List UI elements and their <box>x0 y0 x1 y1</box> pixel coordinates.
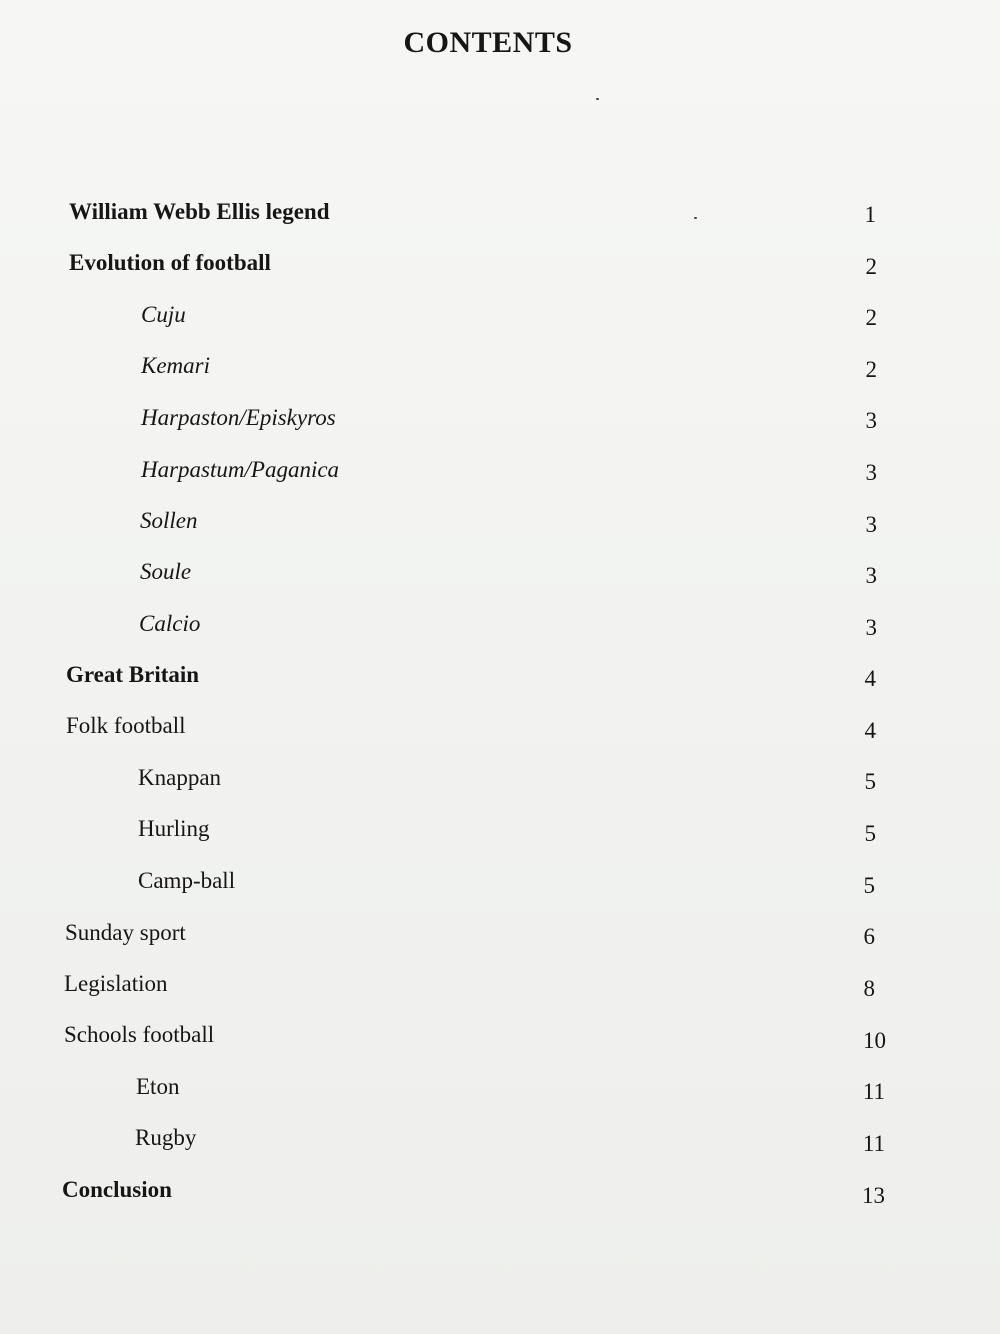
toc-entry-great-britain: Great Britain <box>66 662 200 687</box>
paper-speck <box>596 98 599 100</box>
toc-entry-harpastum-paganica: Harpastum/Paganica <box>141 457 340 482</box>
toc-entry-eton: Eton <box>136 1074 180 1099</box>
toc-page-number: 3 <box>865 460 877 485</box>
toc-page-number: 3 <box>865 615 877 640</box>
toc-page-number: 2 <box>865 254 877 279</box>
toc-page-number: 13 <box>862 1183 885 1208</box>
toc-page-number: 6 <box>863 924 875 949</box>
toc-entry-william-webb-ellis-legend: William Webb Ellis legend <box>69 199 330 224</box>
toc-entry-rugby: Rugby <box>135 1125 197 1150</box>
toc-page-number: 5 <box>863 873 875 898</box>
toc-page-number: 5 <box>864 769 876 794</box>
toc-page-number: 2 <box>865 357 877 382</box>
toc-page-number: 3 <box>865 408 877 433</box>
toc-entry-sollen: Sollen <box>140 508 198 533</box>
toc-entry-sunday-sport: Sunday sport <box>65 920 186 945</box>
toc-entry-evolution-of-football: Evolution of football <box>69 250 271 275</box>
paper-speck <box>694 217 697 219</box>
toc-entry-soule: Soule <box>140 559 192 584</box>
toc-entry-cuju: Cuju <box>141 302 186 327</box>
toc-entry-schools-football: Schools football <box>64 1022 215 1047</box>
page-title: CONTENTS <box>403 26 573 59</box>
toc-page-number: 11 <box>862 1131 885 1156</box>
toc-page-number: 2 <box>865 305 877 330</box>
toc-page-number: 8 <box>863 976 875 1001</box>
toc-entry-calcio: Calcio <box>139 611 201 636</box>
toc-page-number: 11 <box>862 1079 885 1104</box>
toc-entry-camp-ball: Camp-ball <box>138 868 236 893</box>
toc-page-number: 3 <box>865 563 877 588</box>
toc-page-number: 4 <box>864 718 876 743</box>
toc-page-number: 1 <box>864 202 876 227</box>
toc-entry-kemari: Kemari <box>141 353 210 378</box>
toc-entry-conclusion: Conclusion <box>62 1177 172 1202</box>
toc-entry-legislation: Legislation <box>64 971 168 996</box>
toc-page-number: 5 <box>864 821 876 846</box>
toc-entry-knappan: Knappan <box>138 765 222 790</box>
toc-page-number: 3 <box>865 512 877 537</box>
toc-entry-folk-football: Folk football <box>66 713 186 738</box>
toc-page-number: 4 <box>864 666 876 691</box>
toc-entry-hurling: Hurling <box>138 816 210 841</box>
toc-page-number: 10 <box>863 1028 886 1053</box>
toc-entry-harpaston-episkyros: Harpaston/Episkyros <box>141 405 336 430</box>
